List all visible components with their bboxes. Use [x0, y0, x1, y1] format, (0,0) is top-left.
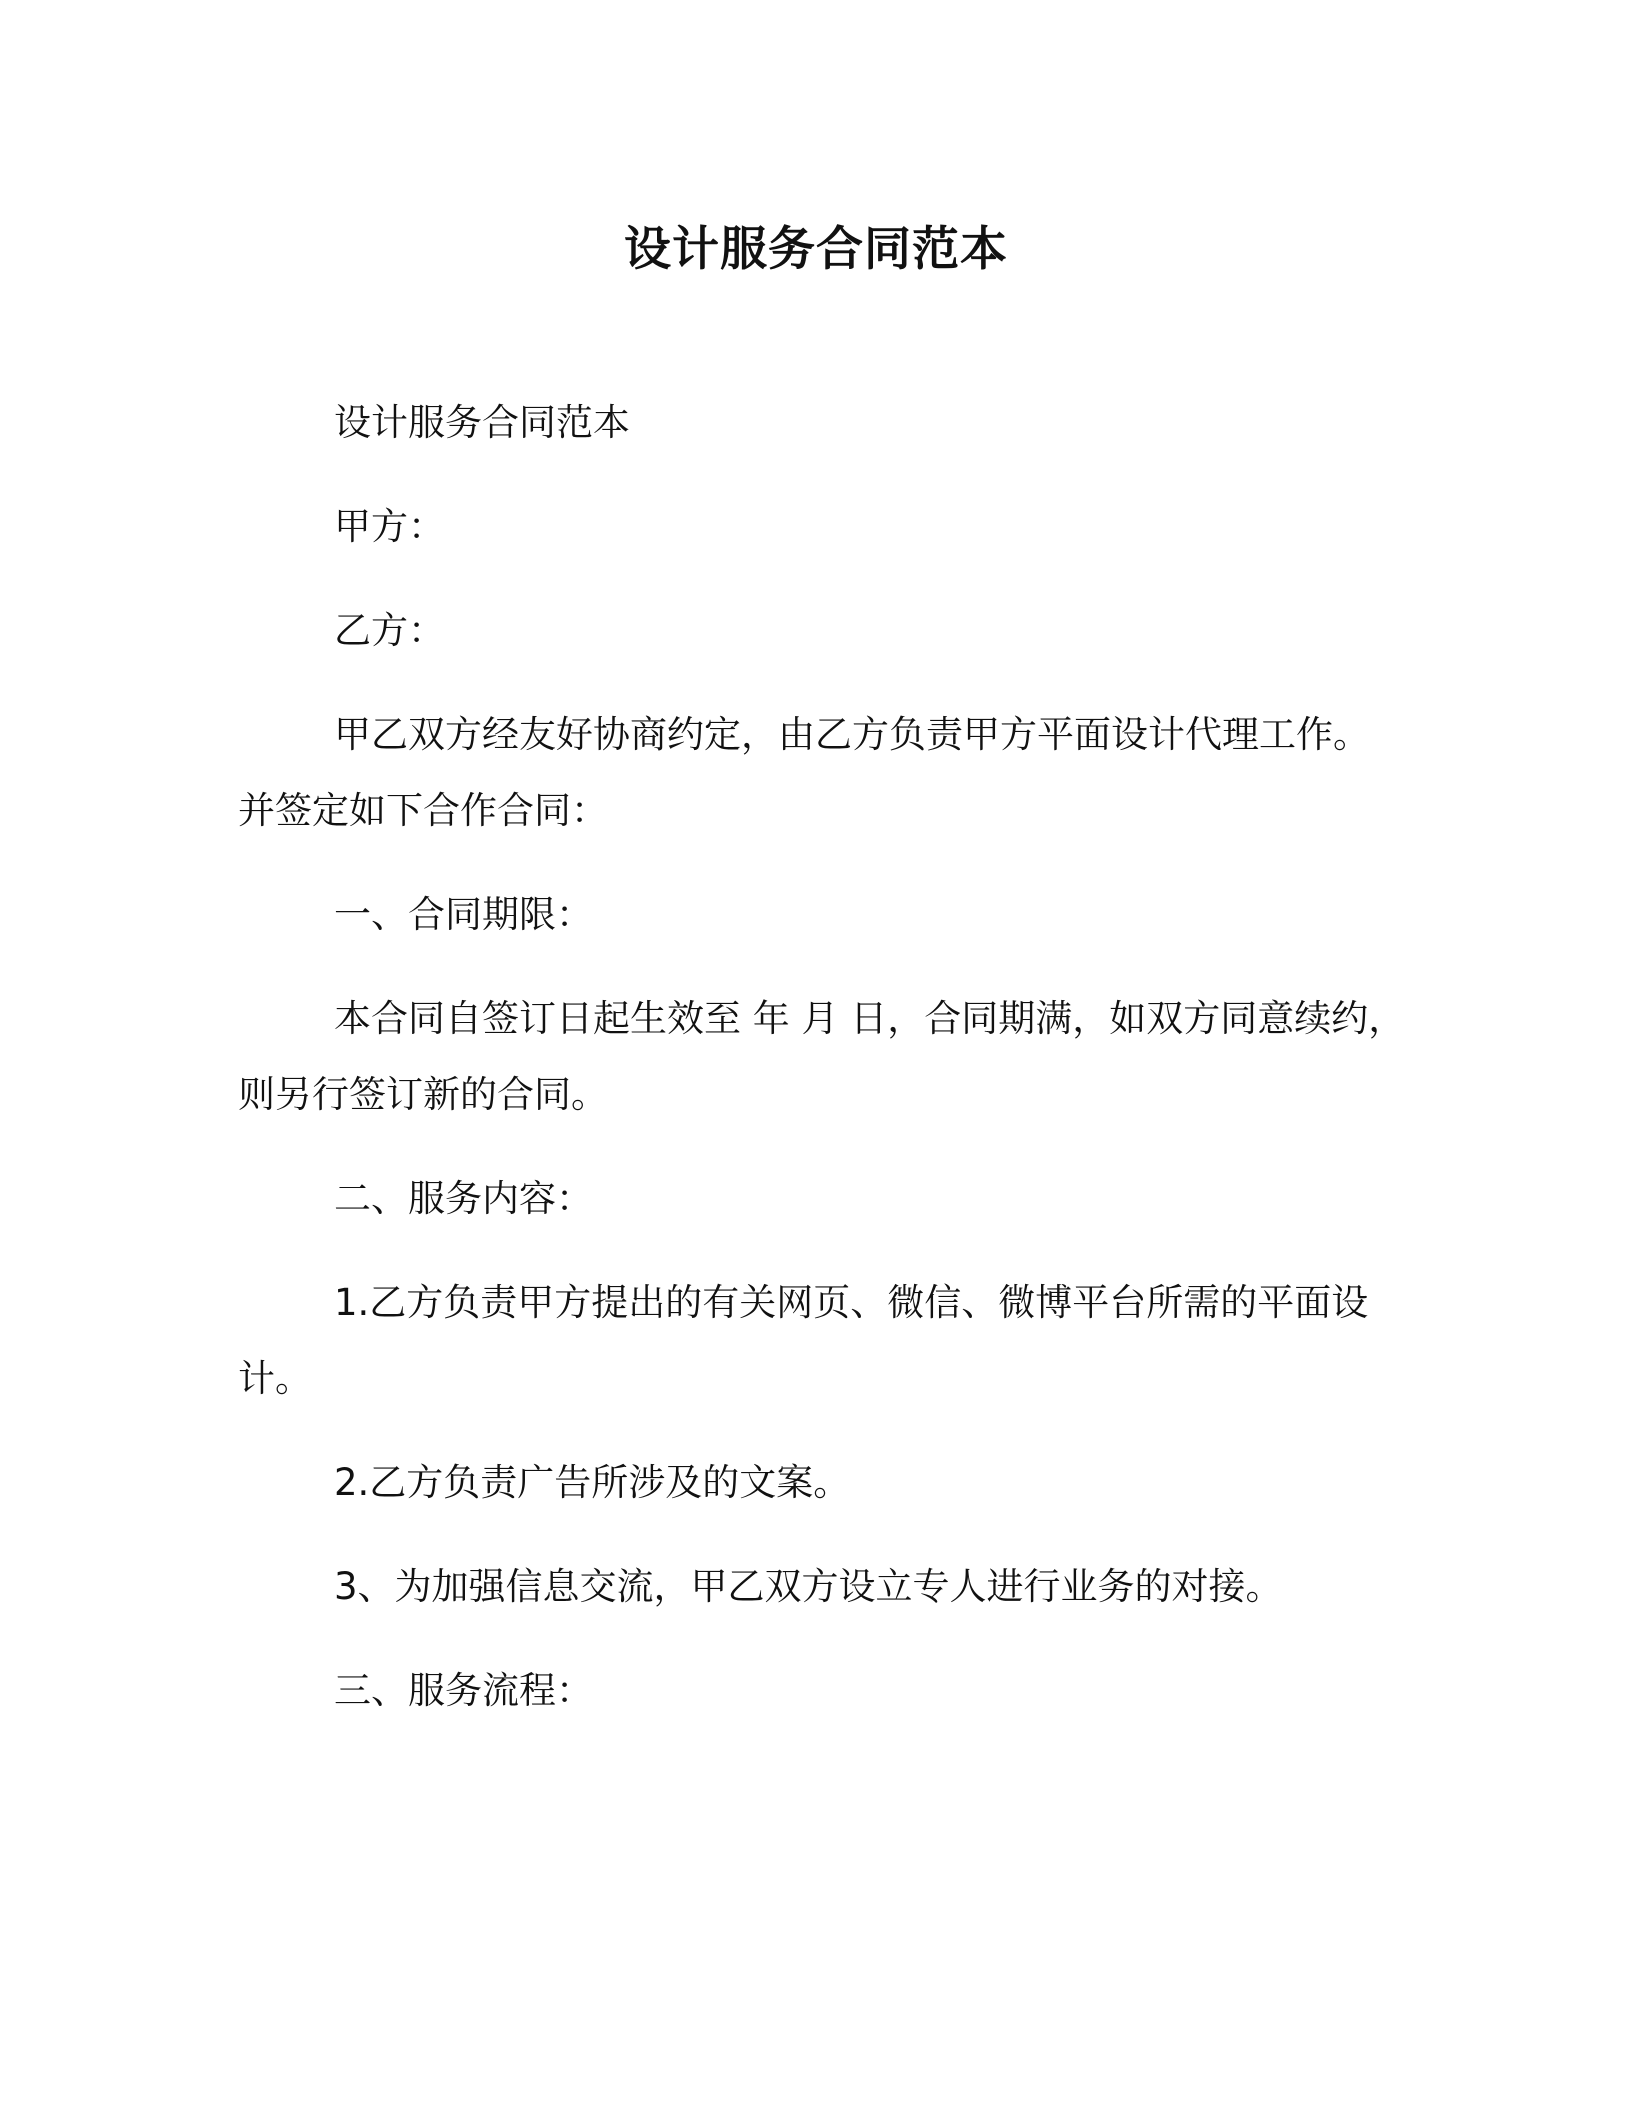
section-heading-service: 二、服务内容： — [334, 1177, 593, 1220]
service-item-3: 3、为加强信息交流，甲乙双方设立专人进行业务的对接。 — [334, 1565, 1283, 1608]
paragraph-subtitle: 设计服务合同范本 — [334, 401, 630, 444]
service-item-2: 2.乙方负责广告所涉及的文案。 — [334, 1461, 851, 1504]
service-item-1: 1.乙方负责甲方提出的有关网页、微信、微博平台所需的平面设 — [334, 1281, 1369, 1324]
paragraph-intro-cont: 并签定如下合作合同： — [238, 789, 608, 832]
paragraph-term: 本合同自签订日起生效至 年 月 日，合同期满，如双方同意续约， — [334, 997, 1406, 1040]
section-heading-term: 一、合同期限： — [334, 893, 593, 936]
document-title: 设计服务合同范本 — [624, 222, 1008, 277]
service-item-1-cont: 计。 — [238, 1357, 312, 1400]
party-b-line: 乙方： — [334, 609, 445, 652]
section-heading-process: 三、服务流程： — [334, 1669, 593, 1712]
paragraph-intro: 甲乙双方经友好协商约定，由乙方负责甲方平面设计代理工作。 — [334, 713, 1370, 756]
paragraph-term-cont: 则另行签订新的合同。 — [238, 1073, 608, 1116]
party-a-line: 甲方： — [334, 505, 445, 548]
